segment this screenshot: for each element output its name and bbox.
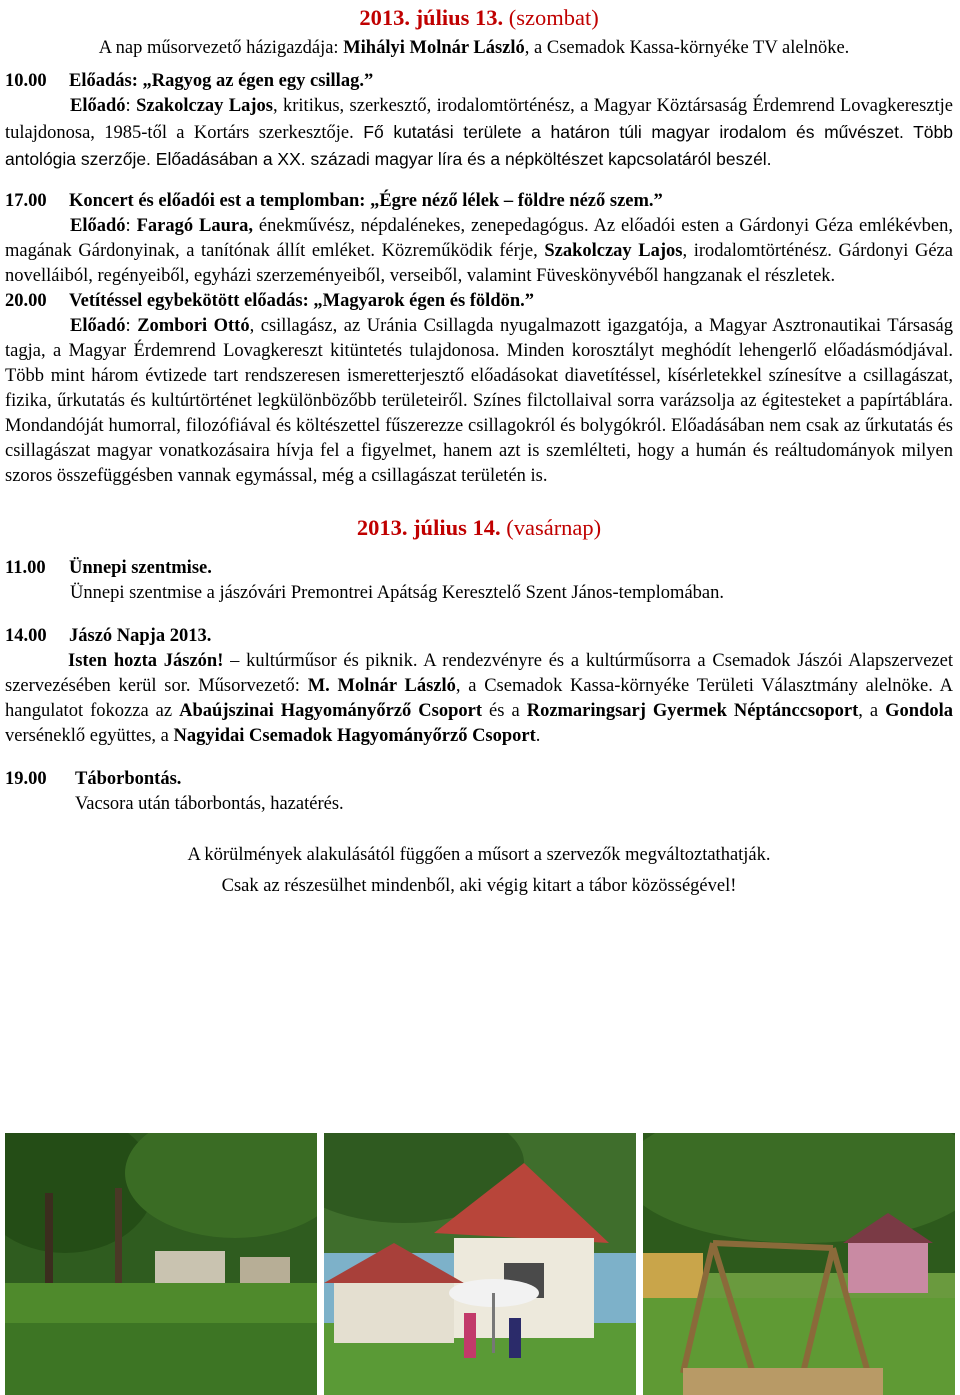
event-heading: 19.00 Táborbontás. xyxy=(5,769,182,789)
camp-playground-photo xyxy=(643,1133,955,1395)
event-lecturer: Előadó: Faragó Laura, énekművész, népdalénekes, zenepedagógus. Az előadói esten a Gárdonyi Géza emlékévben, magának Gárdonyinak, a tanítónak állít emléket. Közreműködik férje, Szakolczay Lajos, irodalomtörténész. Gárdonyi Géza novelláiból, regényeiből, egyházi szerzeményeiből, verseiből, valamint Füveskönyvéből hangzanak el részletek. xyxy=(5,216,953,286)
photo-strip xyxy=(5,1133,955,1395)
notice-line-2: Csak az részesülhet mindenből, aki végig kitart a tábor közösségével! xyxy=(221,876,737,896)
event-heading: 10.00 Előadás: „Ragyog az égen egy csillag.” xyxy=(5,71,374,91)
event-1100 xyxy=(5,556,953,606)
event-1700 xyxy=(5,189,953,289)
event-heading: 17.00 Koncert és előadói est a templomban: „Égre néző lélek – földre néző szem.” xyxy=(5,191,663,211)
event-1000 xyxy=(5,69,953,173)
notice-line-1: A körülmények alakulásától függően a műsort a szervezők megváltoztathatják. xyxy=(187,845,771,865)
program-page xyxy=(5,0,953,899)
event-1400 xyxy=(5,624,953,749)
event-text: Ünnepi szentmise a jászóvári Premontrei Apátság Keresztelő Szent János-templomában. xyxy=(70,583,724,603)
event-heading: 14.00 Jászó Napja 2013. xyxy=(5,626,212,646)
event-1900 xyxy=(5,767,953,817)
event-text: Isten hozta Jászón! – kultúrműsor és piknik. A rendezvényre és a kultúrműsorra a Csemadok Jászói Alapszervezet szervezésében kerül sor. Műsorvezető: M. Molnár László, a Csemadok Kassa-környéke Területi Választmány alelnöke. A hangulatot fokozza az Abaújszinai Hagyományőrző Csoport és a Rozmaringsarj Gyermek Néptánccsoport, a Gondola verséneklő együttes, a Nagyidai Csemadok Hagyományőrző Csoport. xyxy=(5,651,954,746)
event-lecturer: Előadó: Szakolczay Lajos, kritikus, szerkesztő, irodalomtörténész, a Magyar Köztársaság Érdemrend Lovagkeresztje tulajdonosa, 1985-től a Kortárs szerkesztője. Fő kutatási területe a határon túli magyar irodalom és művészet. Több antológia szerzője. Előadásában a XX. századi magyar líra és a népköltészet kapcsolatáról beszél. xyxy=(5,96,954,169)
event-2000 xyxy=(5,289,953,489)
day2-date: 2013. július 14. (vasárnap) xyxy=(356,515,602,540)
event-heading: 20.00 Vetítéssel egybekötött előadás: „Magyarok égen és földön.” xyxy=(5,291,535,311)
day1-date: 2013. július 13. (szombat) xyxy=(359,5,599,30)
event-text: Vacsora után táborbontás, hazatérés. xyxy=(75,794,344,814)
camp-cabin-photo xyxy=(324,1133,636,1395)
event-lecturer: Előadó: Zombori Ottó, csillagász, az Uránia Csillagda nyugalmazott igazgatója, a Magyar Asztronautikai Társaság tagja, a Magyar Érdemrend Lovagkereszt kitüntetés tulajdonosa. Minden korosztályt meghódít lehengerlő előadásmódjával. Több mint három évtizede tart rendszeresen ismeretterjesztő előadásokat diavetítéssel, kísérletekkel színesítve a csillagászat, fizika, űrkutatás és kultúrtörténet legkülönbözőbb területeiről. Színes filctollaival sorra varázsolja az égitesteket a papírtáblára. Mondandóját humorral, filozófiával és költészettel fűszerezze csillagokról és bolygókról. Előadásában nem csak az űrkutatás és csillagászat magyar vonatkozásaira hívja fel a figyelmet, hanem azt is szemlélteti, hogy a humán és reáltudományok milyen szoros összefüggésben vannak egymással, még a csillagászat területén is. xyxy=(5,316,953,486)
day1-host: A nap műsorvezető házigazdája: Mihályi Molnár László, a Csemadok Kassa-környéke TV alelnöke. xyxy=(98,38,850,58)
camp-lawn-photo xyxy=(5,1133,317,1395)
event-heading: 11.00 Ünnepi szentmise. xyxy=(5,558,212,578)
